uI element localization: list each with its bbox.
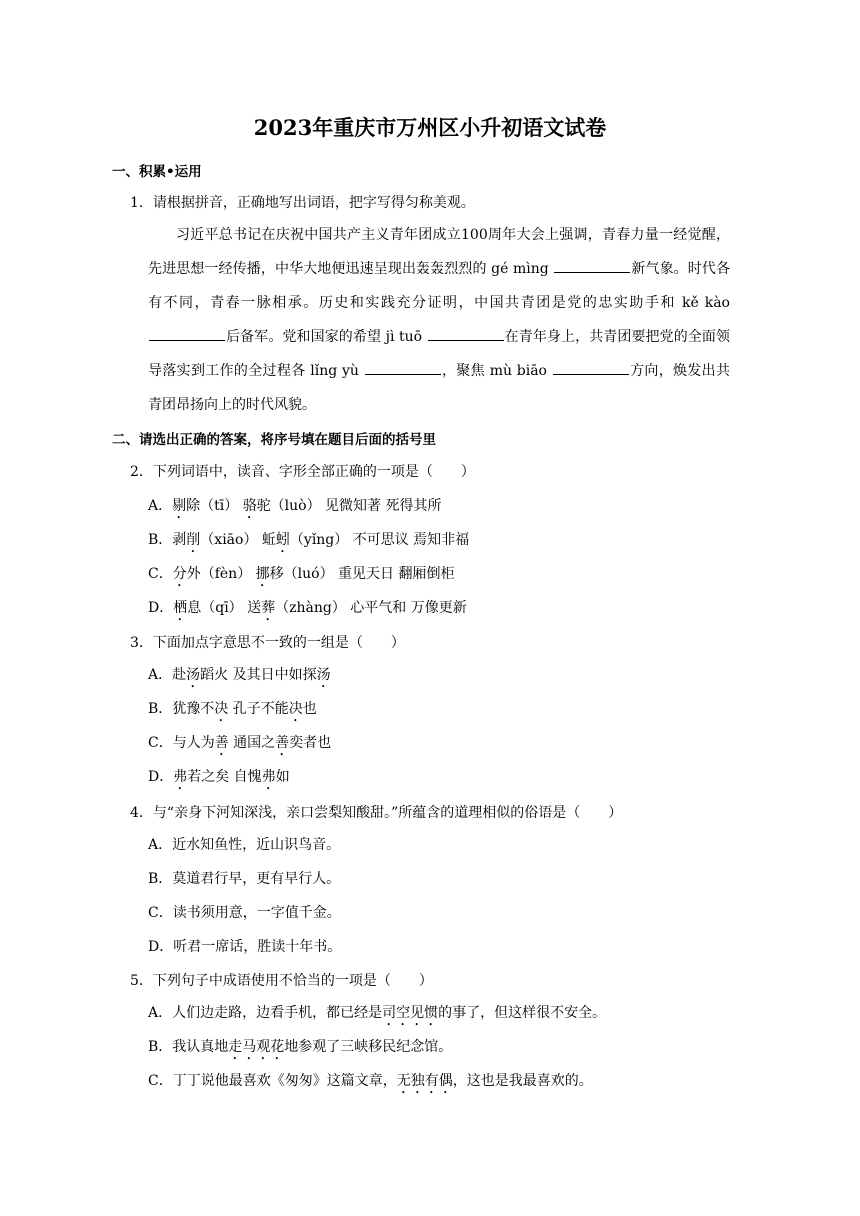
- answer-blank-2[interactable]: [149, 326, 225, 341]
- option-text: 蹈火 及其日中如探: [200, 667, 317, 683]
- question-5-stem: 5．下列句子中成语使用不恰当的一项是（ ）: [130, 973, 433, 989]
- option-text: 息（qī） 送: [187, 600, 262, 616]
- question-2-option-b[interactable]: [148, 529, 469, 556]
- answer-blank-5[interactable]: [553, 360, 629, 375]
- dotted-char: 善: [275, 735, 290, 751]
- option-text: 如: [275, 769, 290, 785]
- dotted-char: 善: [214, 735, 229, 751]
- option-text: B．剥: [148, 532, 187, 548]
- option-text: B．我认真地: [148, 1039, 229, 1055]
- dotted-char: 挪: [255, 566, 270, 582]
- answer-blank-1[interactable]: [554, 258, 630, 273]
- dotted-char: 栖: [173, 600, 188, 616]
- question-3-option-b[interactable]: [148, 698, 317, 725]
- option-text: A．赴: [148, 667, 187, 683]
- option-text: A．: [148, 498, 173, 514]
- dotted-char: 决: [288, 701, 303, 717]
- option-text: 孔子不能: [228, 701, 289, 717]
- option-text: 的事了，但这样很不安全。: [438, 1005, 607, 1021]
- answer-blank-3[interactable]: [428, 326, 504, 341]
- option-text: 奕者也: [289, 735, 332, 751]
- dotted-idiom: 司空见惯: [382, 1005, 439, 1021]
- question-3-option-c[interactable]: [148, 732, 331, 759]
- section-heading-2: 二、请选出正确的答案，将序号填在题目后面的括号里: [112, 432, 436, 448]
- option-text: C．与人为: [148, 735, 215, 751]
- option-text: D．: [148, 600, 174, 616]
- dotted-char: 汤: [186, 667, 201, 683]
- option-text: A．人们边走路，边看手机，都已经是: [148, 1005, 383, 1021]
- dotted-char: 弗: [173, 769, 188, 785]
- dotted-idiom: 走马观花: [228, 1039, 285, 1055]
- passage-text-1: 习近平总书记在庆祝中国共产主义青年团成立100周年大会上强调，青春力量一经觉醒，先进思想一经传播，中华大地便迅速呈现出轰轰烈烈的 gé mìng: [148, 227, 730, 277]
- question-2-option-a[interactable]: [148, 495, 442, 522]
- passage-text-6: 方向，焕发出共青团昂扬向上的时代风貌。: [148, 363, 730, 413]
- dotted-char: 骆: [242, 498, 257, 514]
- option-text: ，这也是我最喜欢的。: [452, 1073, 593, 1089]
- option-text: （zhàng） 心平气和 万像更新: [275, 600, 467, 616]
- question-2-option-d[interactable]: [148, 597, 467, 624]
- option-text: C．丁丁说他最喜欢《匆匆》这篇文章，: [148, 1073, 397, 1089]
- dotted-char: 蚓: [275, 532, 290, 548]
- option-text: 地参观了三峡移民纪念馆。: [284, 1039, 453, 1055]
- option-text: 移（luó） 重见天日 翻厢倒柜: [269, 566, 455, 582]
- option-text: 外（fèn）: [186, 566, 256, 582]
- dotted-char: 分: [172, 566, 187, 582]
- question-3-option-d[interactable]: [148, 766, 290, 793]
- dotted-char: 削: [186, 532, 201, 548]
- answer-blank-4[interactable]: [365, 360, 441, 375]
- question-4-option-b[interactable]: B．莫道君行早，更有早行人。: [148, 871, 341, 887]
- dotted-char: 决: [214, 701, 229, 717]
- option-text: 除（tī）: [186, 498, 243, 514]
- option-text: 若之矣 自愧: [187, 769, 262, 785]
- page-title: 2023年重庆市万州区小升初语文试卷: [253, 115, 607, 140]
- dotted-char: 剔: [172, 498, 187, 514]
- option-text: （xiāo） 蚯: [200, 532, 276, 548]
- option-text: 也: [302, 701, 317, 717]
- option-text: （yǐng） 不可思议 焉知非福: [289, 532, 470, 548]
- question-2-option-c[interactable]: [148, 563, 454, 590]
- section-heading-1: 一、积累•运用: [112, 164, 202, 180]
- dotted-char: 弗: [261, 769, 276, 785]
- option-text: C．: [148, 566, 173, 582]
- question-3-stem: 3．下面加点字意思不一致的一组是（ ）: [130, 635, 405, 651]
- question-4-option-d[interactable]: D．听君一席话，胜读十年书。: [148, 939, 342, 955]
- passage-text-5: ，聚焦 mù biāo: [441, 363, 552, 379]
- dotted-idiom: 无独有偶: [396, 1073, 453, 1089]
- question-1-stem: 1．请根据拼音，正确地写出词语，把字写得匀称美观。: [130, 195, 475, 211]
- question-4-option-a[interactable]: A．近水知鱼性，近山识鸟音。: [148, 837, 341, 853]
- question-4-option-c[interactable]: C．读书须用意，一字值千金。: [148, 905, 341, 921]
- question-5-option-b[interactable]: [148, 1036, 452, 1063]
- question-5-option-a[interactable]: [148, 1002, 606, 1029]
- dotted-char: 汤: [316, 667, 331, 683]
- question-3-option-a[interactable]: [148, 664, 331, 691]
- question-1-passage: [148, 218, 730, 422]
- question-2-stem: 2．下列词语中，读音、字形全部正确的一项是（ ）: [130, 464, 475, 480]
- dotted-char: 葬: [261, 600, 276, 616]
- passage-text-2: 新气象。时代各有不同，青春一脉相承。历史和实践充分证明，中国共青团是党的忠实助手和 kě kào: [148, 261, 731, 311]
- option-text: 通国之: [228, 735, 276, 751]
- question-5-option-c[interactable]: [148, 1070, 593, 1097]
- option-text: B．犹豫不: [148, 701, 215, 717]
- option-text: D．: [148, 769, 174, 785]
- passage-text-4: 在青年身上，共青团要把党的全面领导落实到工作的全过程各 lǐng yù: [148, 329, 730, 379]
- passage-text-3: 后备军。党和国家的希望 jì tuō: [226, 329, 427, 345]
- option-text: 驼（luò） 见微知著 死得其所: [256, 498, 442, 514]
- question-4-stem: 4．与“亲身下河知深浅，亲口尝梨知酸甜。”所蕴含的道理相似的俗语是（ ）: [130, 805, 623, 821]
